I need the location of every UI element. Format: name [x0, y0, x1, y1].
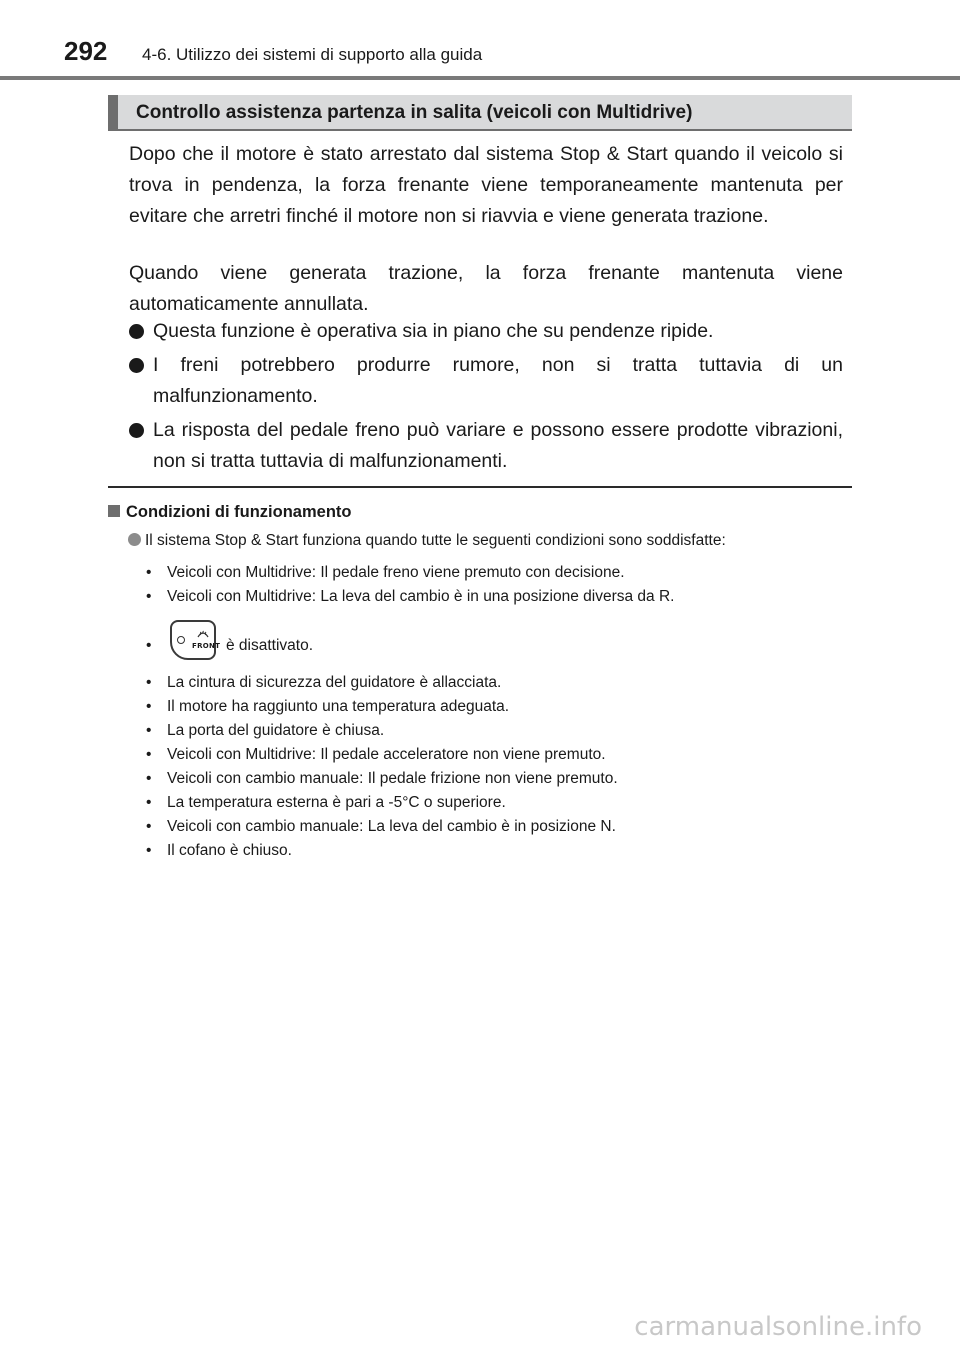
page-number: 292 [64, 36, 108, 66]
bullet-dot-icon [129, 324, 144, 339]
bullet-char: • [146, 674, 152, 691]
list-item [146, 815, 618, 839]
bullet-char: • [146, 770, 152, 787]
list-item [146, 767, 618, 791]
list-item-text: Veicoli con Multidrive: Il pedale freno viene premuto con decisione. [167, 564, 625, 581]
bullet-char: • [146, 637, 152, 654]
page-header [0, 0, 960, 80]
square-bullet-icon [108, 505, 120, 517]
list-item [129, 415, 843, 477]
bullet-char: • [146, 794, 152, 811]
conditions-list-b [146, 671, 618, 863]
bullet-char: • [146, 588, 152, 605]
list-item [146, 671, 618, 695]
body-paragraph-1: Dopo che il motore è stato arrestato dal sistema Stop & Start quando il veicolo si trova in pendenza, la forza frenante viene temporaneamente mantenuta per evitare che arretri finché il motore non si riavvia e viene generata trazione. [129, 143, 843, 227]
bullet-dot-icon [129, 423, 144, 438]
watermark: carmanualsonline.info [634, 1312, 922, 1342]
defroster-icon [197, 627, 209, 639]
list-item [146, 585, 674, 609]
list-item [146, 839, 618, 863]
list-item-text: Veicoli con Multidrive: La leva del cambio è in una posizione diversa da R. [167, 588, 675, 605]
list-item-text: Il cofano è chiuso. [167, 842, 292, 859]
bullet-dot-icon [129, 358, 144, 373]
list-item [146, 719, 618, 743]
section-title-bar [108, 95, 852, 131]
conditions-intro-text: Il sistema Stop & Start funziona quando tutte le seguenti condizioni sono soddisfatte: [145, 532, 726, 549]
bullet-char: • [146, 564, 152, 581]
section-title: Controllo assistenza partenza in salita (veicoli con Multidrive) [136, 102, 693, 123]
bullet-char: • [146, 746, 152, 763]
list-item [146, 695, 618, 719]
feature-notes-list [129, 316, 843, 480]
grey-dot-icon [128, 533, 141, 546]
list-item-text: Questa funzione è operativa sia in piano che su pendenze ripide. [153, 320, 714, 342]
indicator-light-icon [177, 636, 185, 644]
list-item [146, 791, 618, 815]
conditions-heading [108, 502, 351, 522]
list-item-text: La temperatura esterna è pari a -5°C o superiore. [167, 794, 506, 811]
list-item-text: I freni potrebbero produrre rumore, non si tratta tuttavia di un malfunzionamento. [153, 354, 843, 407]
list-item-text: Veicoli con cambio manuale: Il pedale frizione non viene premuto. [167, 770, 618, 787]
front-defroster-button-icon [170, 620, 221, 660]
bullet-char: • [146, 698, 152, 715]
header-rule [0, 76, 960, 80]
list-item [146, 743, 618, 767]
bullet-char: • [146, 818, 152, 835]
list-item-text: Il motore ha raggiunto una temperatura adeguata. [167, 698, 510, 715]
defrost-condition-text: è disattivato. [226, 637, 314, 654]
bullet-char: • [146, 722, 152, 739]
list-item-text: La porta del guidatore è chiusa. [167, 722, 385, 739]
body-paragraph-2: Quando viene generata trazione, la forza frenante mantenuta viene automaticamente annullata. [129, 262, 843, 315]
section-divider [108, 486, 852, 488]
defrost-button-condition [146, 620, 446, 668]
list-item [129, 316, 843, 347]
conditions-heading-text: Condizioni di funzionamento [126, 503, 352, 521]
list-item-text: La cintura di sicurezza del guidatore è allacciata. [167, 674, 502, 691]
bullet-char: • [146, 842, 152, 859]
running-head: 4-6. Utilizzo dei sistemi di supporto alla guida [142, 45, 483, 64]
list-item [146, 561, 674, 585]
conditions-intro [128, 531, 858, 551]
list-item-text: Veicoli con Multidrive: Il pedale acceleratore non viene premuto. [167, 746, 606, 763]
front-label: FRONT [192, 642, 221, 650]
list-item-text: La risposta del pedale freno può variare e possono essere prodotte vibrazioni, non si tratta tuttavia di malfunzionamenti. [153, 419, 843, 472]
list-item-text: Veicoli con cambio manuale: La leva del cambio è in posizione N. [167, 818, 616, 835]
list-item [129, 350, 843, 412]
conditions-list-a [146, 561, 674, 609]
